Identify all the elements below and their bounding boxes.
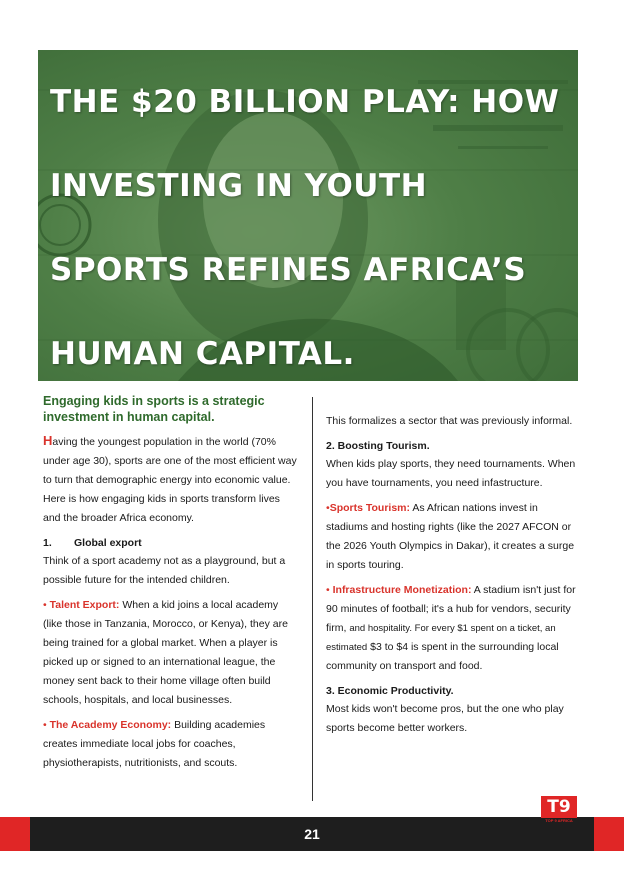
section-1-heading bbox=[43, 534, 298, 552]
section-1-number: 1. bbox=[43, 537, 52, 549]
bullet-icon: • bbox=[326, 584, 330, 596]
academy-economy-label: The Academy Economy: bbox=[49, 719, 172, 731]
section-1-title: Global export bbox=[74, 537, 142, 549]
logo-tagline: TOP 9 AFRICA bbox=[545, 818, 573, 823]
bullet-icon: • bbox=[43, 599, 47, 611]
section-2-text: When kids play sports, they need tournaments. When you have tournaments, you need infastructure. bbox=[326, 458, 576, 489]
talent-export-text: When a kid joins a local academy (like those in Tanzania, Morocco, or Kenya), they are being trained for a global market. When a player is picked up or signed to an international league, the money sent back to their home village often build schools, hospitals, and local businesses. bbox=[43, 599, 288, 706]
article-title: THE $20 BILLION PLAY: HOW INVESTING IN YOUTH SPORTS REFINES AFRICA’S HUMAN CAPITAL. bbox=[50, 84, 560, 372]
brand-logo bbox=[541, 796, 577, 824]
lead-subheading: Engaging kids in sports is a strategic investment in human capital. bbox=[43, 394, 265, 424]
logo-mark: T9 bbox=[541, 796, 577, 818]
talent-export-paragraph bbox=[43, 596, 298, 710]
column-divider bbox=[312, 397, 313, 801]
section-1-text: Think of a sport academy not as a playground, but a possible future for the intended children. bbox=[43, 555, 286, 586]
sports-tourism-paragraph bbox=[326, 499, 582, 575]
infrastructure-text-a: A stadium isn't just for 90 minutes of football; it's a hub for vendors, security firm, bbox=[326, 584, 576, 634]
page-number: 21 bbox=[304, 826, 320, 842]
section-2-heading: 2. Boosting Tourism. bbox=[326, 440, 430, 452]
sports-tourism-text: As African nations invest in stadiums and hosting rights (like the 2027 AFCON or the 2026 Youth Olympics in Dakar), it creates a surge in sports touring. bbox=[326, 502, 575, 571]
intro-paragraph bbox=[43, 431, 298, 528]
intro-text: aving the youngest population in the world (70% under age 30), sports are one of the most efficient way to turn that demographic energy into economic value. Here is how engaging kids in sports transform lives and the broader Africa economy. bbox=[43, 436, 297, 524]
right-column bbox=[326, 412, 582, 744]
talent-export-label: Talent Export: bbox=[49, 599, 120, 611]
formalizes-text: This formalizes a sector that was previously informal. bbox=[326, 415, 573, 427]
section-3-heading: 3. Economic Productivity. bbox=[326, 685, 454, 697]
sports-tourism-label: Sports Tourism: bbox=[329, 502, 410, 514]
bullet-icon: • bbox=[43, 719, 47, 731]
left-column bbox=[43, 393, 298, 779]
bullet-icon: • bbox=[326, 502, 330, 514]
infrastructure-text-b: and hospitality. For every $1 spent on a ticket, an estimated bbox=[326, 623, 556, 653]
academy-economy-paragraph bbox=[43, 716, 298, 773]
drop-cap: H bbox=[43, 433, 53, 448]
academy-economy-text: Building academies creates immediate local jobs for coaches, physiotherapists, nutritionists, and scouts. bbox=[43, 719, 266, 769]
infrastructure-paragraph bbox=[326, 581, 582, 676]
infrastructure-text-c: $3 to $4 is spent in the surrounding local community on transport and food. bbox=[326, 641, 559, 672]
hero-banner bbox=[38, 50, 578, 381]
infrastructure-label: Infrastructure Monetization: bbox=[332, 584, 472, 596]
section-3-text: Most kids won't become pros, but the one who play sports become better workers. bbox=[326, 703, 564, 734]
